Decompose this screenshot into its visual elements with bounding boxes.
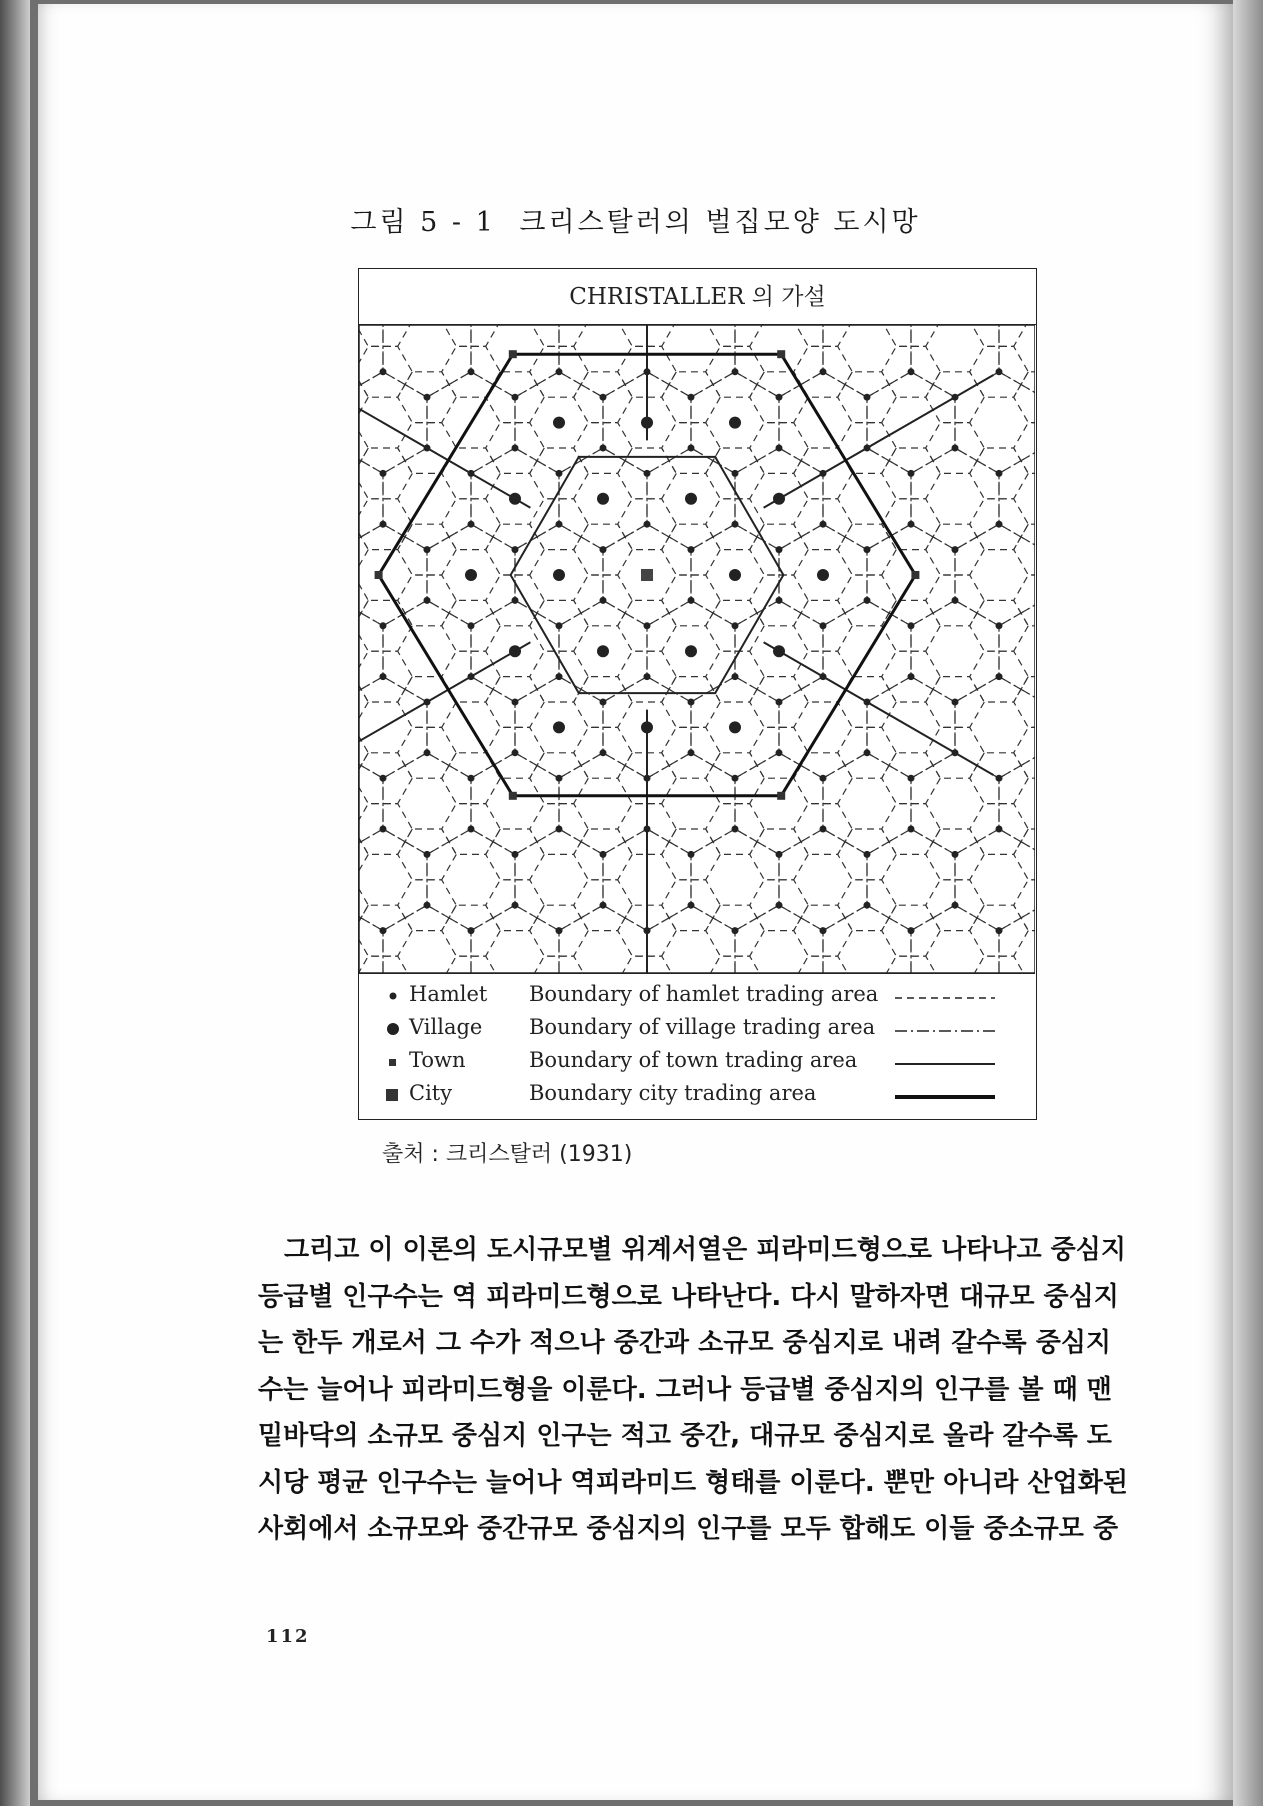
- hamlet-dot: [512, 445, 519, 452]
- figure-caption: [38, 200, 1233, 239]
- hamlet-dot: [732, 622, 739, 629]
- book-page: [38, 4, 1233, 1800]
- hamlet-dot: [512, 851, 519, 858]
- hamlet-dot: [908, 470, 915, 477]
- hamlet-dot: [468, 927, 475, 934]
- hamlet-dot: [468, 622, 475, 629]
- hamlet-area-hexagon: [1014, 423, 1035, 474]
- hamlet-dot: [952, 749, 959, 756]
- hamlet-dot: [908, 775, 915, 782]
- hamlet-area-hexagon: [359, 524, 368, 575]
- hamlet-dot: [424, 597, 431, 604]
- hamlet-dot: [820, 521, 827, 528]
- hamlet-dot: [952, 445, 959, 452]
- figure-title: 크리스탈러의 벌집모양 도시망: [519, 207, 921, 238]
- village-dot: [773, 645, 785, 657]
- village-area-hexagon: [911, 905, 999, 973]
- hamlet-dot: [864, 597, 871, 604]
- thick-line-symbol: [895, 1085, 1005, 1105]
- hamlet-dot: [512, 394, 519, 401]
- central-places: [375, 350, 1003, 934]
- hamlet-dot: [512, 902, 519, 909]
- village-dot: [553, 569, 565, 581]
- hamlet-dot: [732, 775, 739, 782]
- village-area-hexagon: [955, 524, 1035, 626]
- village-dot: [685, 645, 697, 657]
- hamlet-dot: [424, 699, 431, 706]
- text-line: 밑바닥의 소규모 중심지 인구는 적고 중간, 대규모 중심지로 올라 갈수록 도: [258, 1421, 1112, 1451]
- hamlet-dot: [600, 699, 607, 706]
- dashed-line-symbol: [895, 986, 1005, 1006]
- hamlet-dot: [688, 851, 695, 858]
- hamlet-dot: [468, 368, 475, 375]
- hamlet-dot: [512, 546, 519, 553]
- village-dot: [597, 645, 609, 657]
- hamlet-dot: [644, 673, 651, 680]
- hamlet-area-hexagon: [1014, 880, 1035, 931]
- hamlet-dot: [600, 749, 607, 756]
- hamlet-dot: [600, 597, 607, 604]
- legend-name: Village: [409, 1015, 483, 1039]
- hamlet-dot: [864, 902, 871, 909]
- hamlet-dot: [776, 597, 783, 604]
- page-number: 112: [266, 1626, 310, 1647]
- figure-header: CHRISTALLER 의 가설: [359, 269, 1036, 325]
- hamlet-dot: [776, 902, 783, 909]
- village-area-hexagon: [955, 829, 1035, 931]
- hamlet-dot: [996, 927, 1003, 934]
- city-square: [641, 569, 653, 581]
- hamlet-dot: [688, 445, 695, 452]
- hamlet-dot: [996, 470, 1003, 477]
- hamlet-dot: [468, 470, 475, 477]
- hamlet-area-hexagon: [1014, 677, 1035, 728]
- hexagonal-central-place-map: [359, 325, 1035, 973]
- hamlet-dot: [512, 699, 519, 706]
- village-dot: [817, 569, 829, 581]
- legend-row-village: [359, 1013, 1035, 1045]
- village-area-hexagon: [647, 905, 735, 973]
- village-area-hexagon: [359, 325, 383, 397]
- village-area-hexagon: [359, 600, 383, 702]
- village-dot: [597, 493, 609, 505]
- town-boundaries: [359, 325, 993, 973]
- hamlet-dot: [644, 775, 651, 782]
- hamlet-dot: [864, 546, 871, 553]
- hamlet-dot: [380, 521, 387, 528]
- hamlet-dot: [600, 902, 607, 909]
- hamlet-dot: [424, 851, 431, 858]
- hamlet-dot: [820, 775, 827, 782]
- thin-line-symbol: [895, 1052, 1005, 1072]
- hamlet-dot: [908, 927, 915, 934]
- hamlet-dot: [732, 673, 739, 680]
- hamlet-dot: [776, 699, 783, 706]
- village-dot: [509, 645, 521, 657]
- hamlet-dot: [908, 673, 915, 680]
- hamlet-area-hexagon: [1014, 524, 1035, 575]
- village-area-hexagon: [823, 905, 911, 973]
- legend-name: Town: [409, 1048, 466, 1072]
- hamlet-area-hexagon: [1014, 829, 1035, 880]
- hamlet-dot: [820, 826, 827, 833]
- hamlet-dot: [688, 597, 695, 604]
- dash-dot-line-symbol: [895, 1019, 1005, 1039]
- village-dot: [553, 417, 565, 429]
- city-symbol: [383, 1085, 403, 1105]
- hamlet-dot: [468, 775, 475, 782]
- hamlet-dot: [644, 470, 651, 477]
- hamlet-dot: [864, 699, 871, 706]
- hamlet-dot: [732, 368, 739, 375]
- hamlet-area-hexagon: [359, 727, 368, 778]
- hamlet-dot: [600, 394, 607, 401]
- hamlet-dot: [952, 597, 959, 604]
- hamlet-dot: [600, 851, 607, 858]
- village-area-hexagon: [999, 905, 1035, 973]
- hamlet-dot: [996, 826, 1003, 833]
- village-area-hexagon: [911, 325, 999, 397]
- village-area-hexagon: [559, 905, 647, 973]
- village-dot: [553, 721, 565, 733]
- legend-description: Boundary of hamlet trading area: [529, 982, 879, 1006]
- legend-description: Boundary of town trading area: [529, 1048, 858, 1072]
- legend-name: Hamlet: [409, 982, 488, 1006]
- village-dot: [729, 569, 741, 581]
- hamlet-area-hexagon: [359, 372, 368, 423]
- hamlet-dot: [380, 673, 387, 680]
- hamlet-area-hexagon: [359, 575, 368, 626]
- hamlet-dot: [776, 546, 783, 553]
- hamlet-dot: [556, 521, 563, 528]
- hamlet-dot: [864, 394, 871, 401]
- hamlet-dot: [468, 826, 475, 833]
- hamlet-dot: [996, 521, 1003, 528]
- hamlet-dot: [864, 749, 871, 756]
- hamlet-symbol: [383, 986, 403, 1006]
- hamlet-dot: [380, 622, 387, 629]
- hamlet-dot: [688, 546, 695, 553]
- hamlet-dot: [556, 368, 563, 375]
- hamlet-dot: [424, 394, 431, 401]
- hamlet-dot: [908, 368, 915, 375]
- hamlet-dot: [644, 622, 651, 629]
- hamlet-area-hexagon: [359, 677, 368, 728]
- hamlet-dot: [996, 775, 1003, 782]
- legend-row-hamlet: [359, 980, 1035, 1012]
- hamlet-area-hexagon: [359, 956, 412, 973]
- town-boundary-line: [764, 642, 994, 775]
- town-square: [375, 571, 383, 579]
- text-line: 등급별 인구수는 역 피라미드형으로 나타난다. 다시 말하자면 대규모 중심지: [258, 1281, 1119, 1312]
- hamlet-dot: [688, 699, 695, 706]
- hamlet-dot: [732, 826, 739, 833]
- village-area-hexagon: [359, 753, 383, 855]
- town-symbol: [383, 1052, 403, 1072]
- town-boundary-line: [359, 642, 530, 775]
- hamlet-dot: [908, 521, 915, 528]
- hamlet-dot: [556, 826, 563, 833]
- hamlet-area-hexagon: [1014, 727, 1035, 778]
- legend-description: Boundary of village trading area: [529, 1015, 876, 1039]
- text-line: 그리고 이 이론의 도시규모별 위계서열은 피라미드형으로 나타나고 중심지: [284, 1235, 1126, 1265]
- town-boundary-line: [764, 375, 994, 508]
- hamlet-area-hexagon: [1014, 372, 1035, 423]
- hamlet-dot: [380, 826, 387, 833]
- hamlet-dot: [644, 368, 651, 375]
- village-area-hexagon: [559, 325, 647, 397]
- hamlet-dot: [644, 826, 651, 833]
- hamlet-dot: [908, 826, 915, 833]
- village-area-hexagon: [735, 905, 823, 973]
- hamlet-dot: [952, 851, 959, 858]
- hamlet-dot: [380, 927, 387, 934]
- hamlet-area-hexagon: [359, 829, 368, 880]
- village-dot: [685, 493, 697, 505]
- hamlet-dot: [996, 622, 1003, 629]
- page-edge-shadow: [1233, 0, 1263, 1806]
- hamlet-dot: [644, 927, 651, 934]
- village-area-hexagon: [359, 448, 383, 550]
- hamlet-dot: [512, 597, 519, 604]
- hamlet-dot: [600, 445, 607, 452]
- hamlet-dot: [776, 851, 783, 858]
- hamlet-dot: [380, 368, 387, 375]
- hamlet-dot: [644, 521, 651, 528]
- figure-legend: [359, 973, 1035, 1119]
- hamlet-dot: [380, 470, 387, 477]
- hamlet-dot: [908, 622, 915, 629]
- hamlet-dot: [820, 927, 827, 934]
- christaller-figure: [358, 268, 1037, 1120]
- book-spine-shadow: [0, 0, 30, 1806]
- village-area-hexagon: [735, 325, 823, 397]
- village-area-hexagon: [823, 325, 911, 397]
- hamlet-dot: [556, 673, 563, 680]
- town-boundary-line: [359, 375, 530, 508]
- village-area-hexagon: [471, 905, 559, 973]
- hamlet-dot: [776, 749, 783, 756]
- village-dot: [729, 417, 741, 429]
- figure-source: 출처 : 크리스탈러 (1931): [382, 1142, 633, 1167]
- village-dot: [773, 493, 785, 505]
- hamlet-dot: [952, 699, 959, 706]
- hamlet-dot: [556, 775, 563, 782]
- town-square: [911, 571, 919, 579]
- hamlet-dot: [556, 622, 563, 629]
- hamlet-dot: [820, 622, 827, 629]
- hamlet-dot: [732, 470, 739, 477]
- hamlet-dot: [952, 902, 959, 909]
- hamlet-dot: [864, 445, 871, 452]
- hamlet-dot: [424, 445, 431, 452]
- text-line: 수는 늘어나 피라미드형을 이룬다. 그러나 등급별 중심지의 인구를 볼 때 맨: [258, 1374, 1112, 1405]
- text-line: 는 한두 개로서 그 수가 적으나 중간과 소규모 중심지로 내려 갈수록 중심지: [258, 1328, 1112, 1358]
- town-square: [509, 792, 517, 800]
- text-line: 사회에서 소규모와 중간규모 중심지의 인구를 모두 합해도 이들 중소규모 중: [258, 1514, 1119, 1544]
- legend-name: City: [409, 1081, 453, 1105]
- hamlet-dot: [556, 927, 563, 934]
- legend-row-town: [359, 1046, 1035, 1078]
- village-symbol: [383, 1019, 403, 1039]
- town-square: [777, 350, 785, 358]
- town-square: [509, 350, 517, 358]
- village-area-hexagon: [955, 677, 1035, 779]
- hamlet-dot: [380, 775, 387, 782]
- hamlet-dot: [820, 368, 827, 375]
- village-area-hexagon: [471, 325, 559, 397]
- hamlet-dot: [468, 673, 475, 680]
- hamlet-boundaries: [359, 325, 1035, 973]
- hamlet-dot: [952, 394, 959, 401]
- village-area-hexagon: [955, 372, 1035, 474]
- hamlet-dot: [688, 902, 695, 909]
- village-area-hexagon: [999, 325, 1035, 397]
- hamlet-dot: [512, 749, 519, 756]
- hamlet-dot: [556, 470, 563, 477]
- hamlet-area-hexagon: [359, 880, 368, 931]
- village-dot: [509, 493, 521, 505]
- village-dot: [641, 417, 653, 429]
- hamlet-dot: [996, 673, 1003, 680]
- hamlet-dot: [952, 546, 959, 553]
- figure-number: 그림 5 - 1: [350, 207, 496, 238]
- hamlet-dot: [996, 368, 1003, 375]
- hamlet-area-hexagon: [359, 325, 412, 346]
- hamlet-dot: [688, 749, 695, 756]
- legend-row-city: [359, 1079, 1035, 1111]
- body-paragraph: [258, 1227, 1138, 1553]
- village-area-hexagon: [383, 905, 471, 973]
- village-area-hexagon: [383, 325, 471, 397]
- village-dot: [729, 721, 741, 733]
- hamlet-dot: [600, 546, 607, 553]
- hamlet-area-hexagon: [1014, 575, 1035, 626]
- hamlet-dot: [424, 546, 431, 553]
- legend-description: Boundary city trading area: [529, 1081, 817, 1105]
- text-line: 시당 평균 인구수는 늘어나 역피라미드 형태를 이룬다. 뿐만 아니라 산업화된: [258, 1467, 1128, 1498]
- village-dot: [641, 721, 653, 733]
- town-square: [777, 792, 785, 800]
- hamlet-dot: [468, 521, 475, 528]
- village-area-hexagon: [647, 325, 735, 397]
- hamlet-dot: [424, 902, 431, 909]
- hamlet-dot: [776, 394, 783, 401]
- hamlet-area-hexagon: [359, 423, 368, 474]
- hamlet-dot: [424, 749, 431, 756]
- hamlet-dot: [688, 394, 695, 401]
- hamlet-dot: [732, 521, 739, 528]
- village-area-hexagon: [359, 905, 383, 973]
- hamlet-dot: [820, 470, 827, 477]
- village-dot: [465, 569, 477, 581]
- hamlet-dot: [864, 851, 871, 858]
- hamlet-dot: [732, 927, 739, 934]
- hamlet-dot: [776, 445, 783, 452]
- hamlet-dot: [820, 673, 827, 680]
